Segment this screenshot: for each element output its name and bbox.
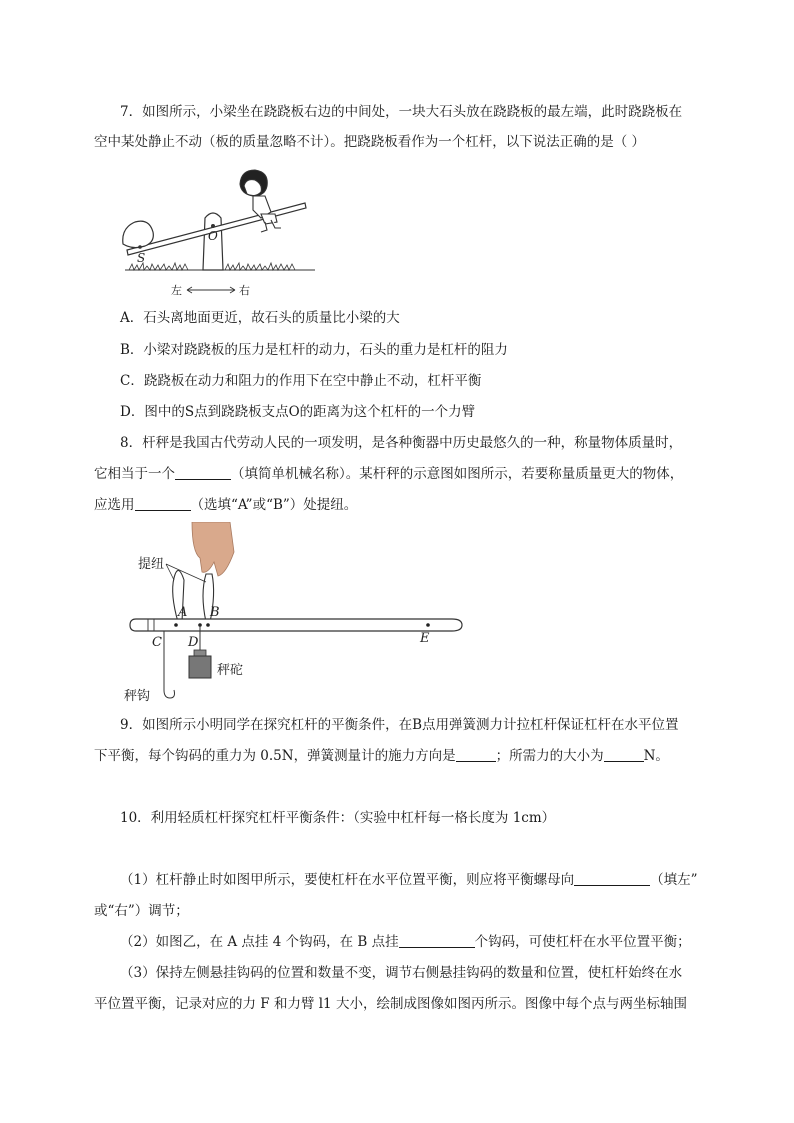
q8-blank-1[interactable] [175, 465, 231, 480]
q10-p3-line1: （3）保持左侧悬挂钩码的位置和数量不变，调节右侧悬挂钩码的数量和位置，使杠杆始终在水 [120, 965, 683, 981]
label-o: O [208, 229, 218, 243]
grass-right [225, 263, 295, 270]
point-b [206, 623, 210, 627]
label-e: E [420, 631, 430, 646]
q9-line2 [94, 746, 669, 766]
label-d: D [188, 635, 199, 650]
q10-blank-1[interactable] [574, 871, 650, 886]
label-right: 右 [239, 284, 250, 297]
q10-title: 10．利用轻质杠杆探究杠杆平衡条件：（实验中杠杆每一格长度为 1cm） [120, 810, 556, 826]
weight [189, 656, 211, 678]
q10-p1-b: （填左” [650, 872, 698, 888]
steelyard-figure [122, 522, 472, 707]
q9-line2-b: ；所需力的大小为 [495, 748, 604, 764]
q7-stem-line2: 空中某处静止不动（板的质量忽略不计）。把跷跷板看作为一个杠杆，以下说法正确的是（ ） [94, 134, 646, 150]
label-b: B [210, 605, 220, 620]
point-s [138, 245, 142, 249]
q8-line3-a: 应选用 [94, 497, 135, 513]
pivot-point [211, 224, 215, 228]
hand [192, 522, 234, 576]
q8-line3 [94, 495, 357, 515]
point-e [426, 623, 430, 627]
q9-line1: 9．如图所示小明同学在探究杠杆的平衡条件，在B点用弹簧测力计拉杠杆保证杠杆在水平位置 [120, 717, 679, 733]
q8-line2-a: 它相当于一个 [94, 466, 175, 482]
label-tiniu: 提纽 [138, 557, 165, 572]
q8-blank-2[interactable] [135, 496, 191, 511]
q9-line2-c: N。 [643, 748, 669, 764]
q9-line2-a: 下平衡，每个钩码的重力为 0.5N，弹簧测量计的施力方向是 [94, 748, 456, 764]
stone [123, 221, 154, 247]
q7-stem-line1: 7．如图所示，小梁坐在跷跷板右边的中间处，一块大石头放在跷跷板的最左端，此时跷跷板在 [120, 104, 683, 120]
seesaw-figure [115, 158, 325, 300]
q10-p2 [120, 932, 691, 952]
label-c: C [152, 635, 162, 650]
q10-p2-b: 个钩码，可使杠杆在水平位置平衡； [474, 934, 691, 950]
q10-blank-2[interactable] [399, 933, 475, 948]
q10-p3-line2: 平位置平衡，记录对应的力 F 和力臂 l1 大小，绘制成图像如图丙所示。图像中每个点与两坐标轴围 [94, 996, 687, 1012]
point-a [174, 623, 178, 627]
q8-line3-b: （选填“A”或“B”）处提纽。 [190, 497, 358, 513]
q9-blank-2[interactable] [604, 747, 644, 762]
label-s: S [137, 251, 146, 265]
label-left: 左 [171, 284, 182, 297]
q7-option-c: C．跷跷板在动力和阻力的作用下在空中静止不动，杠杆平衡 [120, 373, 482, 389]
steelyard-rod [130, 619, 462, 631]
q10-p2-a: （2）如图乙，在 A 点挂 4 个钩码，在 B 点挂 [120, 934, 399, 950]
q7-option-b: B．小梁对跷跷板的压力是杠杆的动力，石头的重力是杠杆的阻力 [120, 342, 508, 358]
q10-p1-cont: 或“右”）调节； [94, 903, 189, 919]
q8-line2-b: （填简单机械名称）。某杆秤的示意图如图所示，若要称量质量更大的物体， [231, 466, 684, 482]
q10-p1-a: （1）杠杆静止时如图甲所示，要使杠杆在水平位置平衡，则应将平衡螺母向 [120, 872, 575, 888]
q10-p1 [120, 870, 698, 890]
label-chengtuo: 秤砣 [217, 663, 244, 678]
q8-line1: 8．杆秤是我国古代劳动人民的一项发明，是各种衡器中历史最悠久的一种，称量物体质量时， [120, 435, 683, 451]
q7-option-d: D．图中的S点到跷跷板支点O的距离为这个杠杆的一个力臂 [120, 404, 476, 420]
q8-line2 [94, 464, 683, 484]
hook [164, 631, 175, 698]
q9-blank-1[interactable] [456, 747, 496, 762]
label-a: A [178, 605, 188, 620]
label-chenggou: 秤钩 [124, 689, 151, 704]
q7-option-a: A．石头离地面更近，故石头的质量比小梁的大 [120, 310, 400, 326]
